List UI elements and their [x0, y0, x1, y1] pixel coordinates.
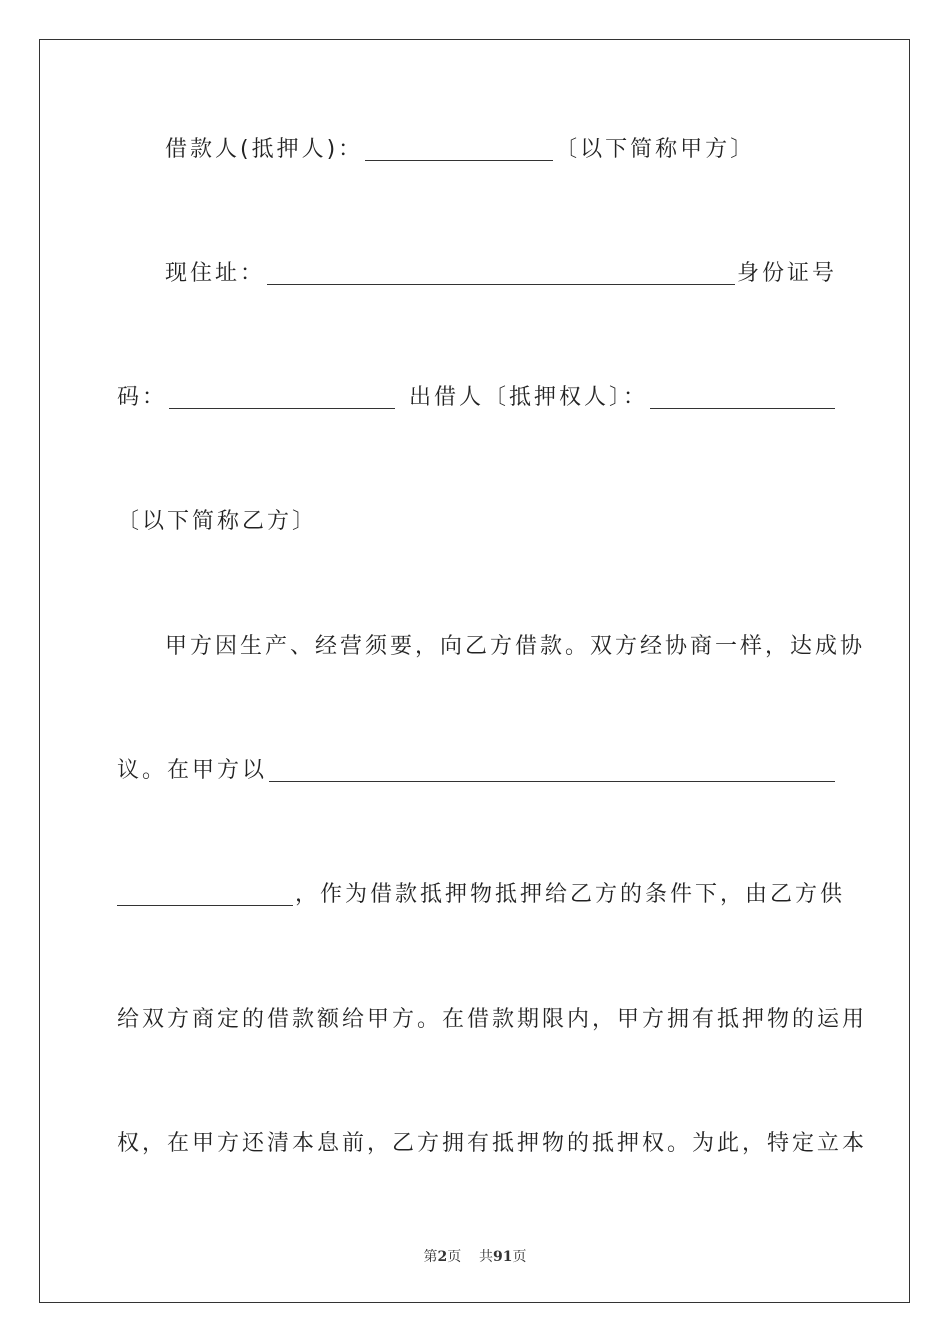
paragraph-text-2: 议。在甲方以: [117, 758, 268, 783]
paragraph-text-5: 权，在甲方还清本息前，乙方拥有抵押物的抵押权。为此，特定立本: [117, 1131, 868, 1156]
id-number-blank[interactable]: [169, 386, 395, 409]
paragraph-text-4: 给双方商定的借款额给甲方。在借款期限内，甲方拥有抵押物的运用: [117, 1007, 868, 1032]
paragraph-text-1: 甲方因生产、经营须要，向乙方借款。双方经协商一样，达成协: [165, 634, 866, 659]
page-number: 2: [437, 1249, 448, 1265]
borrower-line: [165, 135, 837, 165]
paragraph-text-3: ，作为借款抵押物抵押给乙方的条件下，由乙方供: [295, 882, 846, 907]
address-label: 现住址：: [165, 261, 266, 286]
id-number-label-cont: 码：: [117, 385, 168, 410]
borrower-label: 借款人(抵押人)：: [165, 137, 364, 162]
paragraph-line-5: [117, 1129, 868, 1159]
collateral-blank-1[interactable]: [269, 759, 835, 782]
paragraph-line-4: [117, 1005, 868, 1035]
borrower-name-blank[interactable]: [365, 138, 553, 161]
id-number-label: 身份证号: [736, 261, 837, 286]
lender-label: 出借人〔抵押权人〕：: [409, 385, 649, 410]
lender-name-blank[interactable]: [650, 386, 835, 409]
page-border: [39, 39, 910, 1303]
total-prefix: 共: [479, 1249, 494, 1265]
page-unit: 页: [447, 1249, 462, 1265]
paragraph-line-1: [165, 632, 866, 662]
collateral-blank-2[interactable]: [117, 883, 293, 906]
total-unit: 页: [512, 1249, 527, 1265]
page-footer: [0, 1246, 950, 1266]
page-prefix: 第: [423, 1249, 438, 1265]
total-pages: 91: [493, 1249, 513, 1265]
address-blank[interactable]: [267, 262, 735, 285]
paragraph-line-3: [117, 880, 846, 910]
borrower-alias: 〔以下简称甲方〕: [555, 137, 756, 162]
paragraph-line-2: [117, 756, 837, 786]
lender-alias: 〔以下简称乙方〕: [117, 509, 318, 534]
lender-alias-line: [117, 507, 837, 537]
address-line: [165, 259, 837, 289]
id-lender-line: [117, 383, 837, 413]
